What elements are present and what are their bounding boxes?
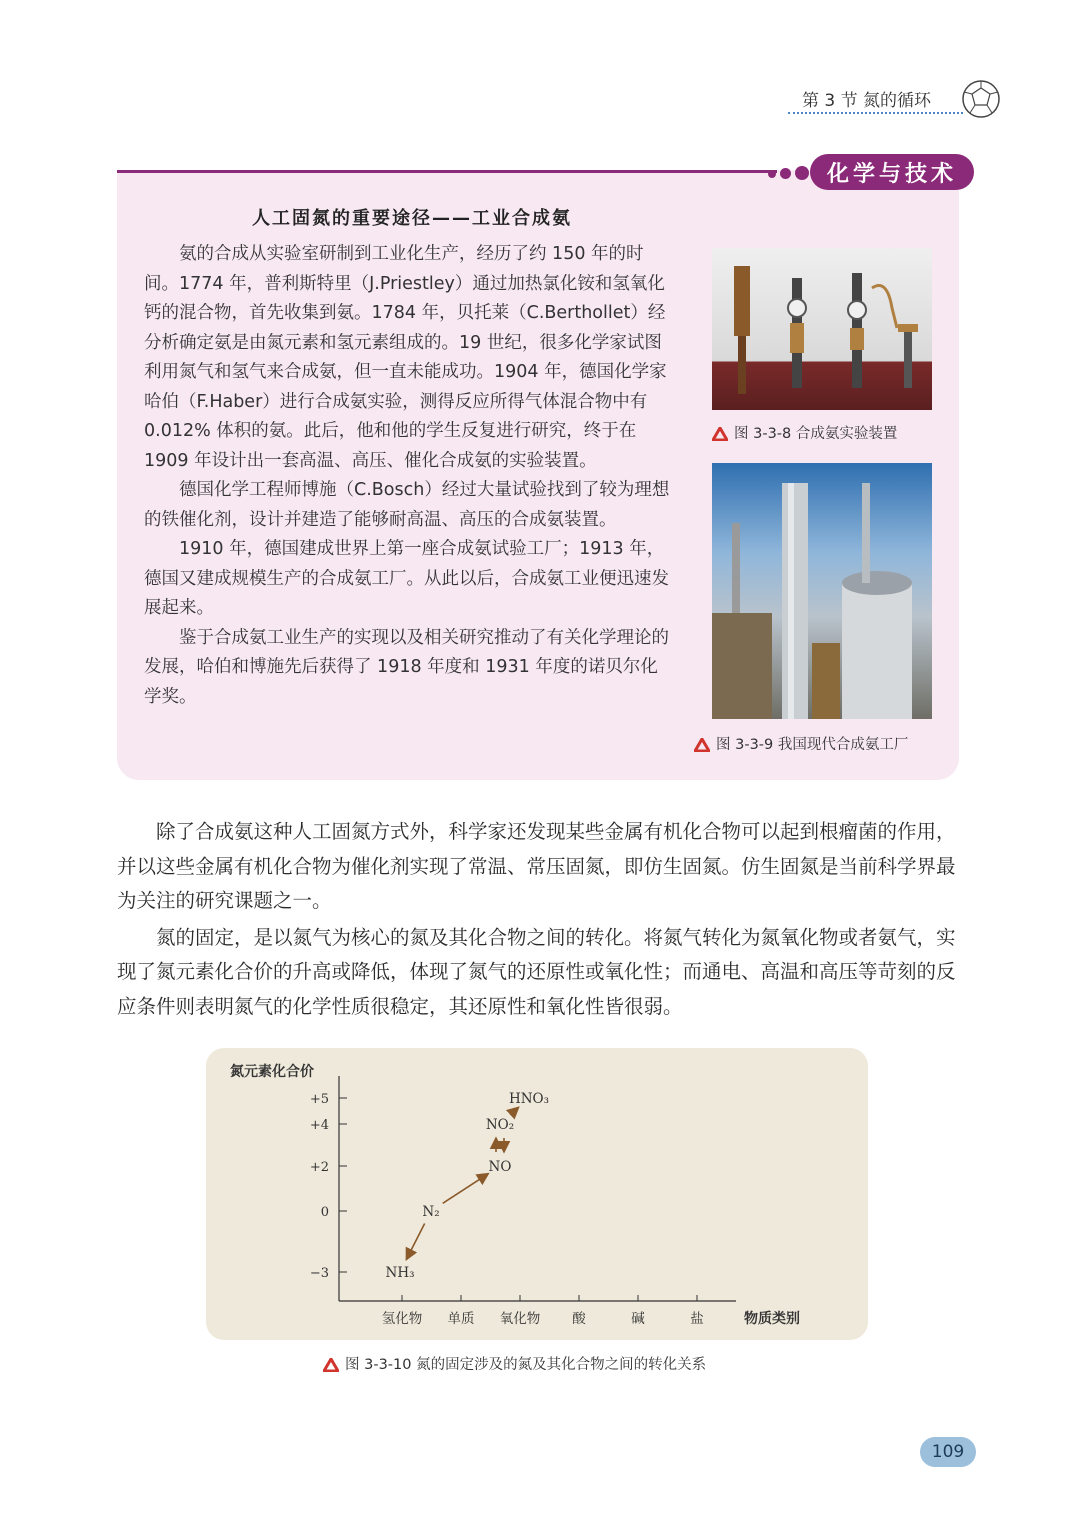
caption-text: 图 3-3-9 我国现代合成氨工厂 [716, 737, 909, 753]
y-tick-label: +5 [309, 1092, 329, 1107]
section-title: 第 3 节 氮的循环 [802, 91, 932, 111]
fullerene-icon [960, 78, 1002, 120]
page-number: 109 [920, 1437, 976, 1467]
conversion-arrow [510, 1107, 518, 1114]
point-label: NO [488, 1159, 512, 1175]
figure-caption-3-3-9 [694, 733, 908, 754]
body-paragraph: 除了合成氨这种人工固氮方式外，科学家还发现某些金属有机化合物可以起到根瘤菌的作用，并以这些金属有机化合物为催化剂实现了常温、常压固氮，即仿生固氮。仿生固氮是当前科学界最为关注的研究课题之一。 [117, 820, 956, 912]
caption-triangle-icon [323, 1358, 339, 1372]
y-tick-label: −3 [309, 1266, 329, 1281]
feature-paragraph: 1910 年，德国建成世界上第一座合成氨试验工厂；1913 年，德国又建成规模生产的合成氨工厂。从此以后，合成氨工业便迅速发展起来。 [144, 539, 669, 618]
page-header [780, 78, 1020, 118]
y-tick-label: 0 [320, 1205, 329, 1220]
ammonia-lab-apparatus-photo [712, 248, 932, 410]
ammonia-factory-photo [712, 463, 932, 719]
caption-triangle-icon [694, 738, 710, 752]
feature-paragraph: 鉴于合成氨工业生产的实现以及相关研究推动了有关化学理论的发展，哈伯和博施先后获得了 1918 年度和 1931 年度的诺贝尔化学奖。 [144, 627, 669, 707]
point-label: NO₂ [485, 1117, 515, 1133]
x-tick-label: 氧化物 [499, 1311, 541, 1327]
conversion-arrow [443, 1174, 489, 1204]
y-tick-label: +4 [309, 1118, 329, 1133]
feature-text [144, 240, 674, 712]
y-axis-label: 氮元素化合价 [230, 1064, 314, 1080]
conversion-arrow [406, 1223, 424, 1259]
x-tick-label: 碱 [631, 1311, 645, 1327]
x-tick-label: 单质 [447, 1311, 475, 1327]
feature-top-rule [117, 170, 777, 173]
point-label: NH₃ [385, 1265, 415, 1281]
point-label: HNO₃ [508, 1091, 550, 1107]
header-dotted-line [788, 112, 963, 114]
caption-triangle-icon [712, 427, 728, 441]
caption-text: 图 3-3-8 合成氨实验装置 [734, 426, 898, 442]
x-tick-label: 酸 [572, 1311, 586, 1327]
caption-text: 图 3-3-10 氮的固定涉及的氮及其化合物之间的转化关系 [345, 1357, 707, 1373]
point-label: N₂ [422, 1204, 440, 1220]
figure-caption-3-3-8 [712, 422, 897, 443]
chart-panel [206, 1048, 868, 1340]
feature-paragraph: 氨的合成从实验室研制到工业化生产，经历了约 150 年的时间。1774 年，普利斯特里（J.Priestley）通过加热氯化铵和氢氧化钙的混合物，首先收集到氨。1784 年，贝托莱（C.Berthollet）经分析确定氨是由氮元素和氢元素组成的。19 世纪，很多化学家试图利用氮气和氢气来合成氨，但一直未能成功。1904 年，德国化学家哈伯（F.Haber）进行合成氨实验，测得反应所得气体混合物中有 0.012% 体积的氨。此后，他和他的学生反复进行研究，终于在 1909 年设计出一套高温、高压、催化合成氨的实验装置。 [144, 244, 667, 471]
feature-paragraph: 德国化学工程师博施（C.Bosch）经过大量试验找到了较为理想的铁催化剂，设计并建造了能够耐高温、高压的合成氨装置。 [144, 480, 670, 530]
feature-title: 人工固氮的重要途径——工业合成氨 [252, 208, 572, 229]
x-tick-label: 氢化物 [381, 1311, 423, 1327]
chemistry-technology-tag: 化学与技术 [810, 154, 974, 190]
body-text [117, 815, 962, 1026]
body-paragraph: 氮的固定，是以氮气为核心的氮及其化合物之间的转化。将氮气转化为氮氧化物或者氨气，实现了氮元素化合价的升高或降低，体现了氮气的还原性或氧化性；而通电、高温和高压等苛刻的反应条件则表明氮气的化学性质很稳定，其还原性和氧化性皆很弱。 [117, 925, 956, 1018]
figure-caption-3-3-10 [323, 1353, 706, 1374]
nitrogen-valence-chart [206, 1048, 868, 1340]
y-tick-label: +2 [309, 1160, 329, 1175]
x-tick-label: 盐 [690, 1311, 704, 1327]
x-axis-label: 物质类别 [744, 1311, 800, 1327]
